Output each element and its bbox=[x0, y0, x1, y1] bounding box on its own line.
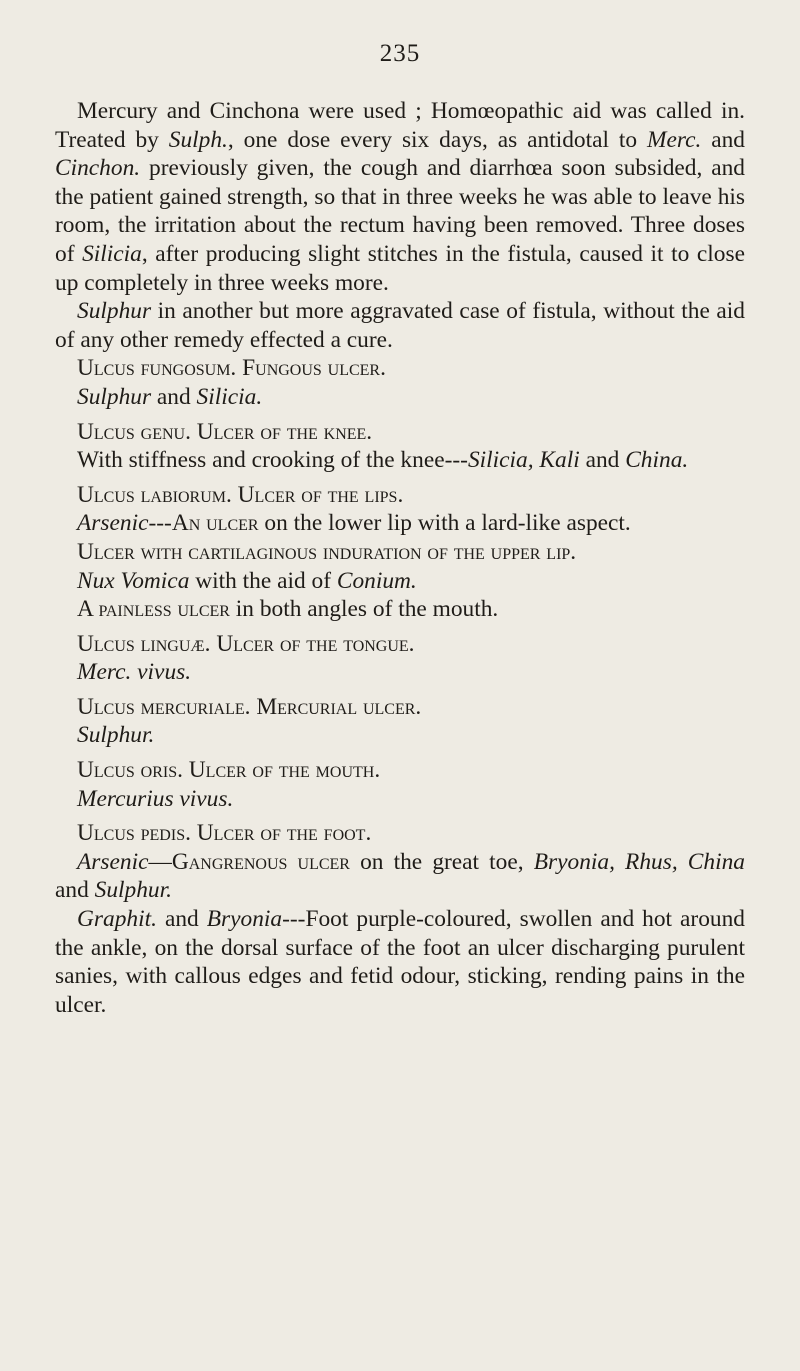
heading-ulcus-linguae: Ulcus linguæ. Ulcer of the tongue. bbox=[77, 630, 415, 657]
remedy-ulcus-oris: Mercurius vivus. bbox=[77, 785, 234, 812]
page-body bbox=[55, 97, 745, 1019]
remedy-ulcus-genu: With stiffness and crooking of the knee---Silicia, Kali and China. bbox=[77, 447, 689, 474]
heading-ulcus-genu: Ulcus genu. Ulcer of the knee. bbox=[77, 418, 373, 445]
remedy-ulcus-linguae: Merc. vivus. bbox=[77, 659, 192, 686]
page-number: 235 bbox=[379, 40, 421, 67]
paragraph-sulphur-fistula: Sulphur in another but more aggravated case of fistula, without the aid of any other remedy effected a cure. bbox=[55, 298, 745, 353]
remedy-ulcus-pedis-gangrenous: Arsenic—Gangrenous ulcer on the great toe, Bryonia, Rhus, China and Sulphur. bbox=[55, 848, 745, 904]
heading-ulcus-oris: Ulcus oris. Ulcer of the mouth. bbox=[77, 757, 381, 784]
remedy-ulcus-mercuriale: Sulphur. bbox=[77, 722, 155, 749]
heading-ulcus-pedis: Ulcus pedis. Ulcer of the foot. bbox=[77, 820, 372, 847]
remedy-cartilaginous-induration: Nux Vomica with the aid of Conium. bbox=[77, 567, 417, 594]
heading-cartilaginous-induration: Ulcer with cartilaginous induration of the upper lip. bbox=[77, 538, 577, 565]
remedy-ulcus-pedis-graphit: Graphit. and Bryonia---Foot purple-coloured, swollen and hot around the ankle, on the dorsal surface of the foot an ulcer discharging purulent sanies, with callous edges and fetid odour, sticking, rending pains in the ulcer. bbox=[55, 906, 746, 1018]
heading-ulcus-labiorum: Ulcus labiorum. Ulcer of the lips. bbox=[77, 481, 404, 508]
heading-ulcus-fungosum: Ulcus fungosum. Fungous ulcer. bbox=[77, 355, 386, 382]
paragraph-mercury-cinchona-case: Mercury and Cinchona were used ; Homœopathic aid was called in. Treated by Sulph., one dose every six days, as antidotal to Merc. and Cinchon. previously given, the cough and diarrhœa soon subsided, and the patient gained strength, so that in three weeks he was able to leave his room, the irritation about the rectum having been removed. Three doses of Silicia, after producing slight stitches in the fistula, caused it to close up completely in three weeks more. bbox=[55, 98, 745, 296]
remedy-ulcus-labiorum: Arsenic---An ulcer on the lower lip with a lard-like aspect. bbox=[77, 510, 631, 537]
heading-ulcus-mercuriale: Ulcus mercuriale. Mercurial ulcer. bbox=[77, 693, 422, 720]
remedy-ulcus-fungosum: Sulphur and Silicia. bbox=[77, 383, 263, 410]
painless-ulcer-mouth: A painless ulcer in both angles of the mouth. bbox=[77, 596, 499, 623]
